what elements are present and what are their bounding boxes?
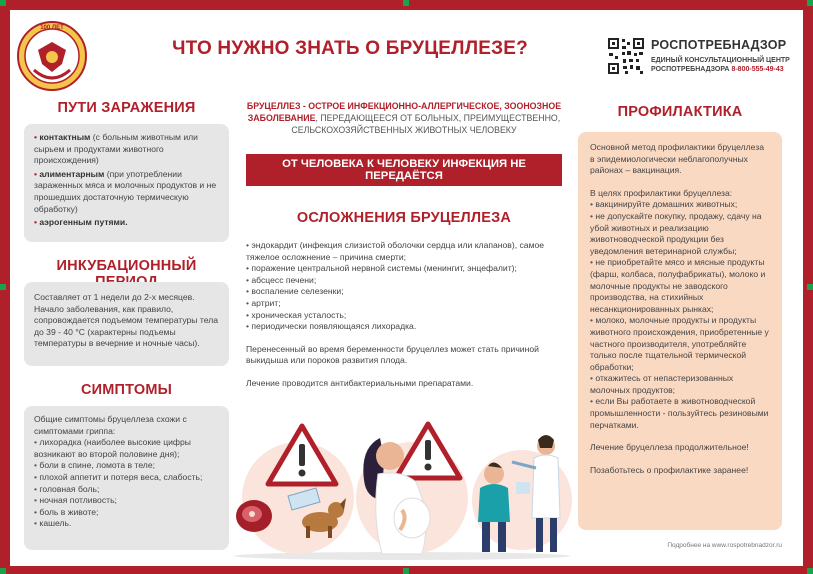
illustrations (232, 418, 572, 560)
consult-center-line1: ЕДИНЫЙ КОНСУЛЬТАЦИОННЫЙ ЦЕНТР (651, 57, 790, 64)
prevention-item: • не приобретайте мясо и мясные продукты (фарш, колбаса, полуфабрикаты), молоко и молочные продукты не заводского производства, на стихийных несанкционированных рынках; (590, 257, 770, 315)
symptom-item: • плохой аппетит и потеря веса, слабость; (34, 472, 219, 484)
corner-mark (403, 568, 409, 574)
incubation-text: Составляет от 1 недели до 2-х месяцев. Начало заболевания, как правило, сопровождается подъемом температуры тела до 39 - 40 °С (характерны подъемы температуры в вечерние и ночные часы). (34, 292, 218, 349)
complication-item: • поражение центральной нервной системы (менингит, энцефалит); (246, 263, 562, 275)
corner-mark (807, 568, 813, 574)
symptoms-title: СИМПТОМЫ (80, 382, 173, 398)
incubation-box (24, 282, 229, 366)
prevention-intro: Основной метод профилактики бруцеллеза в эпидемиологически неблагополучных районах – вакцинация. (590, 142, 764, 176)
complication-item: • эндокардит (инфекция слизистой оболочки сердца или клапанов), самое тяжелое осложнение – причина смерти; (246, 240, 562, 263)
complications-list (246, 240, 562, 390)
complication-item: • периодически появляющаяся лихорадка. (246, 321, 562, 333)
advance-note: Позаботьтесь о профилактике заранее! (590, 464, 749, 475)
prevention-title: ПРОФИЛАКТИКА (617, 104, 743, 120)
emblem-years: 100 ЛЕТ (40, 25, 64, 31)
definition-text (246, 100, 562, 136)
symptom-item: • боль в животе; (34, 507, 219, 519)
treatment-note: Лечение проводится антибактериальными препаратами. (246, 377, 474, 388)
hotline-phone[interactable]: 8-800-555-49-43 (731, 66, 784, 73)
prevention-item: • если Вы работаете в животноводческой промышленности - пользуйтесь резиновыми перчатками. (590, 396, 770, 431)
emblem-icon (16, 20, 88, 92)
qr-code-icon[interactable] (607, 37, 645, 75)
prevention-item: • вакцинируйте домашних животных; (590, 199, 770, 211)
corner-mark (807, 284, 813, 290)
symptom-item: • ночная потливость; (34, 495, 219, 507)
page-title: ЧТО НУЖНО ЗНАТЬ О БРУЦЕЛЛЕЗЕ? (172, 38, 528, 59)
definition-rest: , ПЕРЕДАЮЩЕЕСЯ ОТ БОЛЬНЫХ, ПРЕИМУЩЕСТВЕННО, СЕЛЬСКОХОЗЯЙСТВЕННЫХ ЖИВОТНЫХ ЧЕЛОВЕКУ (291, 113, 561, 135)
meat-icon (236, 500, 272, 532)
complication-item: • абсцесс печени; (246, 275, 562, 287)
definition-highlight: БРУЦЕЛЛЕЗ - ОСТРОЕ ИНФЕКЦИОННО-АЛЛЕРГИЧЕСКОЕ, ЗООНОЗНОЕ ЗАБОЛЕВАНИЕ (246, 101, 562, 123)
complication-item: • хроническая усталость; (246, 310, 562, 322)
corner-mark (403, 0, 409, 6)
long-treatment-note: Лечение бруцеллеза продолжительное! (590, 442, 749, 453)
symptom-item: • боли в спине, ломота в теле; (34, 460, 219, 472)
symptoms-intro: Общие симптомы бруцеллеза схожи с симптомами гриппа: (34, 414, 187, 436)
symptoms-box (24, 406, 229, 550)
footer-link[interactable]: Подробнее на www.rospotrebnadzor.ru (667, 542, 782, 549)
corner-mark (0, 0, 6, 6)
symptom-item: • лихорадка (наиболее высокие цифры возникают во второй половине дня); (34, 437, 219, 460)
complications-title: ОСЛОЖНЕНИЯ БРУЦЕЛЛЕЗА (296, 210, 512, 226)
symptom-item: • головная боль; (34, 484, 219, 496)
infection-item: • аэрогенным путями. (34, 217, 219, 229)
consult-center-line2: РОСПОТРЕБНАДЗОРА (651, 66, 730, 73)
pregnancy-note: Перенесенный во время беременности бруцеллез может стать причиной выкидыша или пороков развития плода. (246, 343, 539, 366)
corner-mark (807, 0, 813, 6)
infection-item: • алиментарным (при употреблении зараженных мяса и молочных продуктов и не прошедших достаточную термическую обработку) (34, 169, 219, 215)
corner-mark (0, 284, 6, 290)
no-transmission-banner: ОТ ЧЕЛОВЕКА К ЧЕЛОВЕКУ ИНФЕКЦИЯ НЕ ПЕРЕДАЁТСЯ (246, 154, 562, 186)
infection-box (24, 124, 229, 242)
prevention-item: • не допускайте покупку, продажу, сдачу на убой животных и реализацию животноводческой продукции без уведомления ветеринарной службы; (590, 211, 770, 257)
infection-title: ПУТИ ЗАРАЖЕНИЯ (57, 100, 196, 116)
prevention-item: • откажитесь от непастеризованных молочных продуктов; (590, 373, 770, 396)
agency-name: РОСПОТРЕБНАДЗОР (651, 38, 787, 52)
complication-item: • воспаление селезенки; (246, 286, 562, 298)
incubation-title: ИНКУБАЦИОННЫЙ (56, 258, 197, 274)
infection-item: • контактным (с больным животным или сырьем и продуктами животного происхождения) (34, 132, 219, 167)
prevention-list-intro: В целях профилактики бруцеллеза: (590, 187, 733, 198)
prevention-box (578, 132, 782, 530)
corner-mark (0, 568, 6, 574)
complication-item: • артрит; (246, 298, 562, 310)
prevention-item: • молоко, молочные продукты и продукты животного происхождения, приобретенные у частного производителя, употребляйте только после тщательной термической обработки; (590, 315, 770, 373)
consult-center (651, 56, 790, 74)
symptom-item: • кашель. (34, 518, 219, 530)
